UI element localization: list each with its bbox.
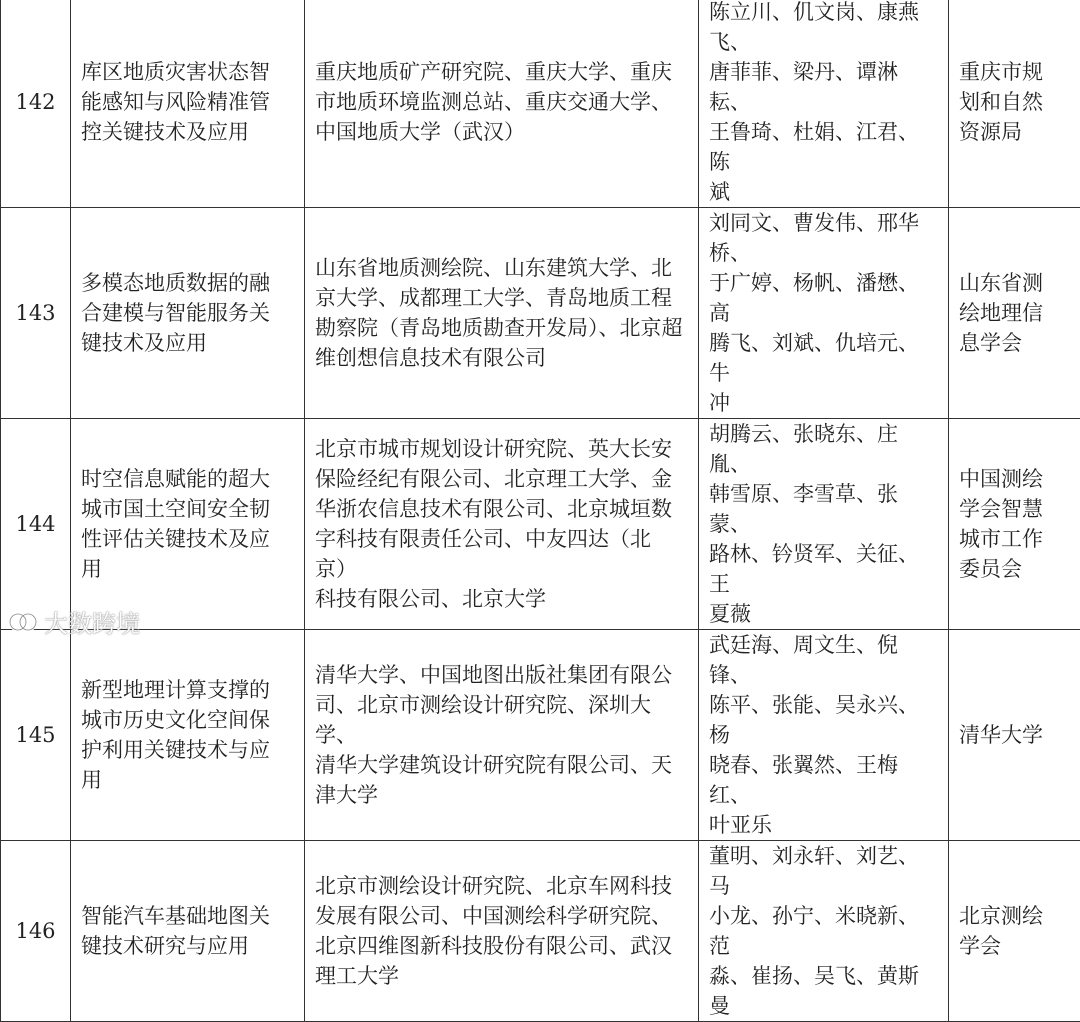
table-row: [1, 841, 1080, 1022]
table-row: [1, 419, 1080, 630]
table-row: [1, 630, 1080, 841]
project-title: 多模态地质数据的融 合建模与智能服务关 键技术及应用: [71, 208, 305, 419]
project-title: 时空信息赋能的超大 城市国土空间安全韧 性评估关键技术及应 用: [71, 419, 305, 630]
completing-units: 重庆地质矿产研究院、重庆大学、重庆 市地质环境监测总站、重庆交通大学、 中国地质大学（武汉）: [305, 0, 699, 208]
completing-units: 清华大学、中国地图出版社集团有限公 司、北京市测绘设计研究院、深圳大学、 清华大学建筑设计研究院有限公司、天 津大学: [305, 630, 699, 841]
completing-people: 董明、刘永轩、刘艺、马 小龙、孙宁、米晓新、范 淼、崔扬、吴飞、黄斯曼: [699, 841, 949, 1022]
row-number: 145: [1, 630, 71, 841]
completing-people: 胡腾云、张晓东、庄胤、 韩雪原、李雪草、张蒙、 路林、钤贤军、关征、王 夏薇: [699, 419, 949, 630]
completing-units: 北京市城市规划设计研究院、英大长安 保险经纪有限公司、北京理工大学、金 华浙农信息技术有限公司、北京城垣数 字科技有限责任公司、中友四达（北京） 科技有限公司、北京大学: [305, 419, 699, 630]
project-title: 新型地理计算支撑的 城市历史文化空间保 护利用关键技术与应 用: [71, 630, 305, 841]
table-row: [1, 208, 1080, 419]
table-row: [1, 0, 1080, 208]
completing-units: 山东省地质测绘院、山东建筑大学、北 京大学、成都理工大学、青岛地质工程 勘察院（青岛地质勘查开发局）、北京超 维创想信息技术有限公司: [305, 208, 699, 419]
completing-units: 北京市测绘设计研究院、北京车网科技 发展有限公司、中国测绘科学研究院、 北京四维图新科技股份有限公司、武汉 理工大学: [305, 841, 699, 1022]
recommending-unit: 山东省测 绘地理信 息学会: [949, 208, 1080, 419]
watermark-text: 大数跨境: [44, 604, 140, 639]
recommending-unit: 北京测绘 学会: [949, 841, 1080, 1022]
completing-people: 刘同文、曹发伟、邢华桥、 于广婷、杨帆、潘懋、高 腾飞、刘斌、仇培元、牛 冲: [699, 208, 949, 419]
row-number: 143: [1, 208, 71, 419]
watermark: [8, 604, 140, 639]
row-number: 142: [1, 0, 71, 208]
recommending-unit: 清华大学: [949, 630, 1080, 841]
recommending-unit: 重庆市规 划和自然 资源局: [949, 0, 1080, 208]
completing-people: 陈立川、仉文岗、康燕飞、 唐菲菲、梁丹、谭淋耘、 王鲁琦、杜娟、江君、陈 斌: [699, 0, 949, 208]
completing-people: 武廷海、周文生、倪锋、 陈平、张能、吴永兴、杨 晓春、张翼然、王梅红、 叶亚乐: [699, 630, 949, 841]
row-number: 146: [1, 841, 71, 1022]
recommending-unit: 中国测绘 学会智慧 城市工作 委员会: [949, 419, 1080, 630]
row-number: 144: [1, 419, 71, 630]
brand-logo-icon: [8, 609, 38, 635]
project-title: 库区地质灾害状态智 能感知与风险精准管 控关键技术及应用: [71, 0, 305, 208]
project-title: 智能汽车基础地图关 键技术研究与应用: [71, 841, 305, 1022]
